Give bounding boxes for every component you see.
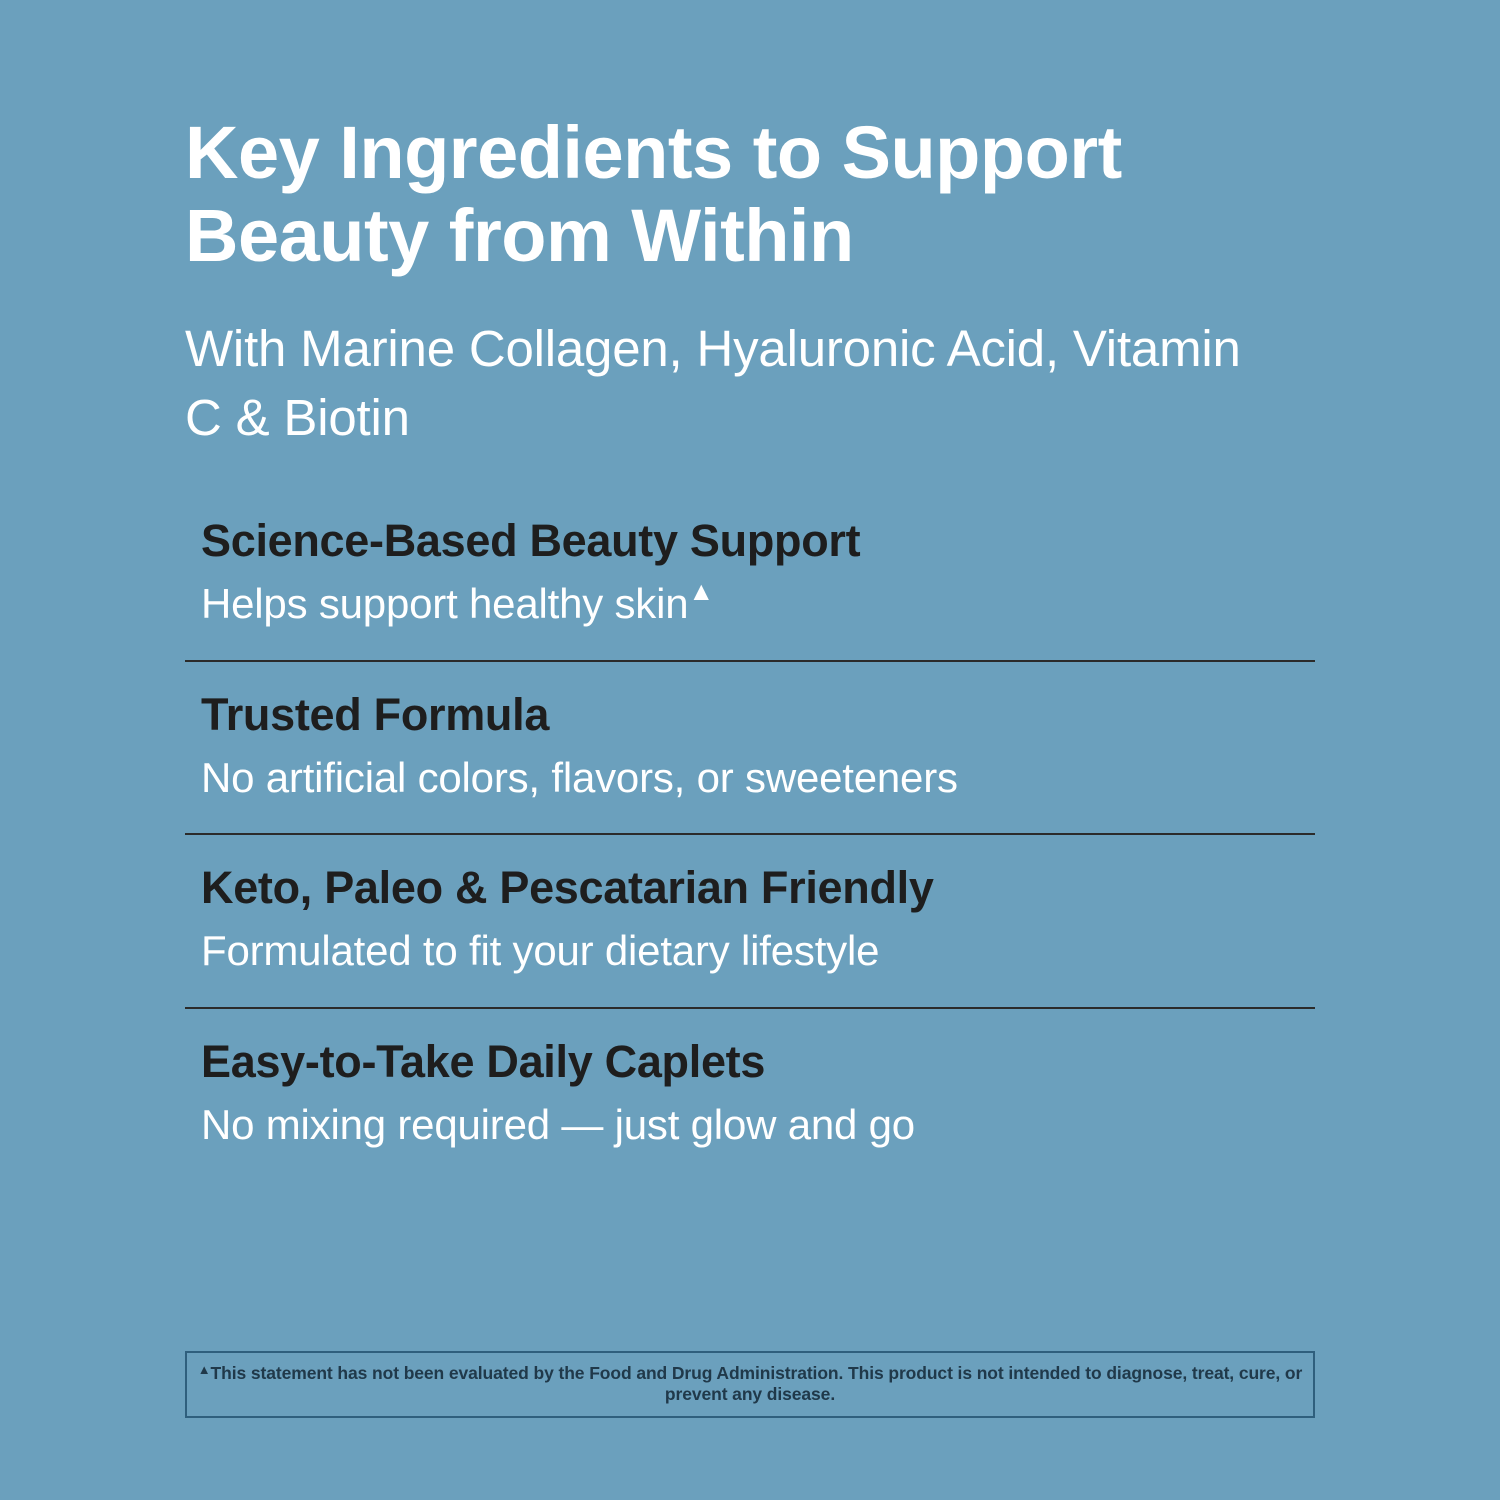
footnote-marker-icon: ▲	[688, 576, 715, 607]
list-item	[185, 514, 1315, 659]
list-item	[185, 660, 1315, 833]
list-item	[185, 833, 1315, 1006]
footnote-marker-icon: ▲	[197, 1362, 211, 1377]
feature-description	[201, 915, 1315, 976]
feature-title: Trusted Formula	[201, 688, 550, 740]
feature-description	[201, 568, 1315, 629]
page-title: Key Ingredients to Support Beauty from Within	[185, 111, 1122, 277]
page-subtitle: With Marine Collagen, Hyaluronic Acid, Vitamin C & Biotin	[185, 319, 1241, 447]
list-item	[185, 1007, 1315, 1180]
feature-title: Science-Based Beauty Support	[201, 515, 861, 567]
feature-description-text: Formulated to fit your dietary lifestyle	[201, 927, 880, 975]
disclaimer-text	[197, 1362, 1303, 1405]
feature-title: Easy-to-Take Daily Caplets	[201, 1035, 766, 1087]
feature-description	[201, 1089, 1315, 1150]
feature-description-text: No artificial colors, flavors, or sweeteners	[201, 753, 958, 801]
feature-description-text: No mixing required — just glow and go	[201, 1100, 915, 1148]
disclaimer-body: This statement has not been evaluated by the Food and Drug Administration. This product is not intended to diagnose, treat, cure, or prevent any disease.	[210, 1363, 1303, 1404]
disclaimer-box	[185, 1351, 1315, 1418]
feature-description-text: Helps support healthy skin	[201, 580, 689, 628]
feature-title: Keto, Paleo & Pescatarian Friendly	[201, 862, 934, 914]
feature-description	[201, 742, 1315, 803]
feature-list	[185, 514, 1315, 1180]
